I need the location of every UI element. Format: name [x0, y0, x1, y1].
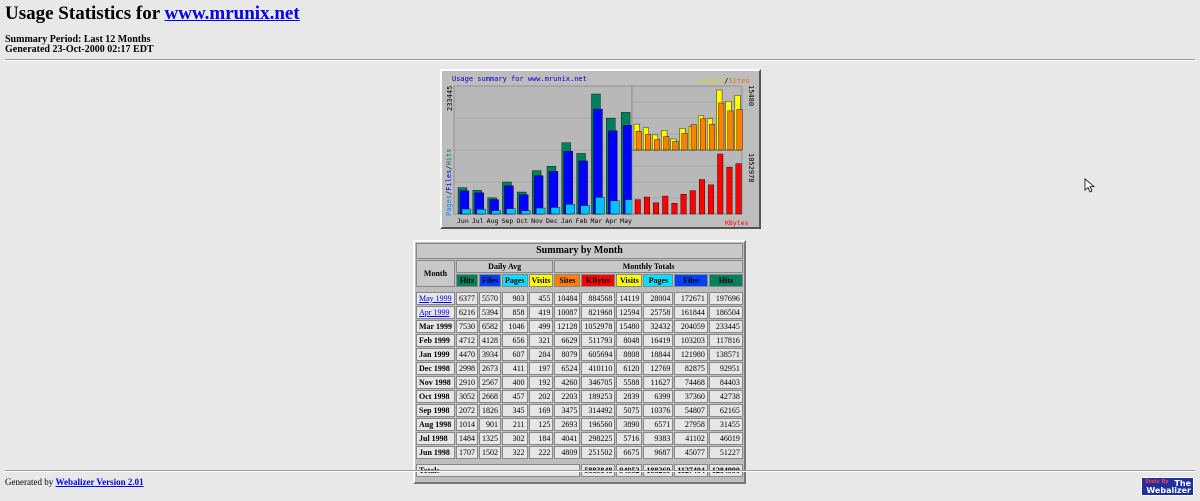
- value-cell: 103203: [674, 334, 708, 347]
- value-cell: 8048: [616, 334, 642, 347]
- value-cell: 8808: [616, 348, 642, 361]
- value-cell: 1046: [502, 320, 528, 333]
- webalizer-link[interactable]: Webalizer Version 2.01: [55, 477, 144, 487]
- monthly-col-sites: Sites: [554, 274, 580, 287]
- value-cell: 4128: [479, 334, 501, 347]
- value-cell: 2668: [479, 390, 501, 403]
- value-cell: 25758: [643, 306, 673, 319]
- value-cell: 3475: [554, 404, 580, 417]
- bar-kbytes: [708, 185, 714, 214]
- daily-col-files: Files: [479, 274, 501, 287]
- bar-kbytes: [644, 197, 650, 214]
- month-cell: Jan 1999: [416, 348, 455, 361]
- x-tick-label: Jan: [560, 217, 573, 225]
- value-cell: 5394: [479, 306, 501, 319]
- value-cell: 125: [529, 418, 554, 431]
- value-cell: 1826: [479, 404, 501, 417]
- bar-sites: [728, 111, 734, 150]
- usage-graph-svg: [442, 71, 759, 227]
- value-cell: 5588: [616, 376, 642, 389]
- x-tick-label: Nov: [531, 217, 543, 225]
- value-cell: 2910: [456, 376, 478, 389]
- value-cell: 1502: [479, 446, 501, 459]
- value-cell: 186504: [709, 306, 743, 319]
- value-cell: 169: [529, 404, 554, 417]
- bar-kbytes: [736, 164, 742, 214]
- value-cell: 605694: [581, 348, 615, 361]
- monthly-col-pages: Pages: [643, 274, 673, 287]
- value-cell: 62165: [709, 404, 743, 417]
- value-cell: 28004: [643, 292, 673, 305]
- value-cell: 6524: [554, 362, 580, 375]
- x-tick-label: Sep: [501, 217, 514, 225]
- value-cell: 172671: [674, 292, 708, 305]
- value-cell: 6571: [643, 418, 673, 431]
- bar-pages: [581, 206, 590, 214]
- value-cell: 8079: [554, 348, 580, 361]
- monthly-col-hits: Hits: [709, 274, 743, 287]
- bar-sites: [664, 137, 670, 150]
- value-cell: 5075: [616, 404, 642, 417]
- table-row: [416, 446, 743, 459]
- daily-col-hits: Hits: [456, 274, 478, 287]
- table-row: [416, 376, 743, 389]
- bar-pages: [462, 209, 471, 214]
- bar-kbytes: [681, 194, 687, 214]
- bar-kbytes: [663, 196, 669, 214]
- month-cell: Aug 1998: [416, 418, 455, 431]
- value-cell: 656: [502, 334, 528, 347]
- value-cell: 14119: [616, 292, 642, 305]
- bar-sites: [654, 140, 660, 150]
- bar-sites: [709, 124, 715, 150]
- value-cell: 46019: [709, 432, 743, 445]
- value-cell: 31455: [709, 418, 743, 431]
- value-cell: 233445: [709, 320, 743, 333]
- footer-text: Generated by: [5, 477, 56, 487]
- bar-pages: [507, 209, 516, 214]
- value-cell: 2567: [479, 376, 501, 389]
- bar-kbytes: [699, 179, 705, 214]
- x-tick-label: Apr: [605, 217, 618, 225]
- value-cell: 1325: [479, 432, 501, 445]
- value-cell: 298225: [581, 432, 615, 445]
- value-cell: 284: [529, 348, 554, 361]
- total-cell: 94952: [616, 464, 642, 477]
- month-header: Month: [416, 260, 455, 287]
- value-cell: 82875: [674, 362, 708, 375]
- value-cell: 400: [502, 376, 528, 389]
- total-cell: 1127404: [674, 464, 708, 477]
- month-cell: Dec 1998: [416, 362, 455, 375]
- value-cell: 1014: [456, 418, 478, 431]
- generated-date: Generated 23-Oct-2000 02:17 EDT: [5, 44, 154, 55]
- right-top-max-label: 15480: [747, 85, 755, 107]
- value-cell: 42738: [709, 390, 743, 403]
- month-cell[interactable]: [416, 292, 455, 305]
- value-cell: 84403: [709, 376, 743, 389]
- graph-title: Usage summary for www.mrunix.net: [452, 75, 587, 83]
- table-row: [416, 404, 743, 417]
- table-row: [416, 432, 743, 445]
- value-cell: 18844: [643, 348, 673, 361]
- bar-kbytes: [690, 191, 696, 214]
- value-cell: 6216: [456, 306, 478, 319]
- table-row: [416, 292, 743, 305]
- value-cell: 12128: [554, 320, 580, 333]
- value-cell: 6629: [554, 334, 580, 347]
- bar-sites: [700, 119, 706, 150]
- summary-info: [5, 35, 154, 55]
- value-cell: 12769: [643, 362, 673, 375]
- month-cell[interactable]: [416, 306, 455, 319]
- totals-label: Totals: [416, 464, 580, 477]
- badge-webalizer: Webalizer: [1146, 486, 1191, 495]
- value-cell: 6675: [616, 446, 642, 459]
- bar-kbytes: [727, 167, 733, 214]
- daily-avg-header: Daily Avg: [456, 260, 553, 273]
- table-row: [416, 390, 743, 403]
- value-cell: 419: [529, 306, 554, 319]
- value-cell: 6377: [456, 292, 478, 305]
- value-cell: 4260: [554, 376, 580, 389]
- monthly-col-files: Files: [674, 274, 708, 287]
- value-cell: 4041: [554, 432, 580, 445]
- value-cell: 41102: [674, 432, 708, 445]
- bar-sites: [719, 103, 725, 150]
- right-bottom-max-label: 1052978: [747, 153, 755, 183]
- bar-pages: [492, 211, 501, 214]
- value-cell: 12594: [616, 306, 642, 319]
- bar-pages: [477, 209, 486, 214]
- site-link[interactable]: www.mrunix.net: [164, 3, 300, 24]
- table-row: [416, 320, 743, 333]
- value-cell: 92951: [709, 362, 743, 375]
- table-row: [416, 362, 743, 375]
- bar-sites: [682, 133, 688, 150]
- bar-sites: [737, 109, 743, 150]
- value-cell: 11627: [643, 376, 673, 389]
- value-cell: 197: [529, 362, 554, 375]
- value-cell: 32432: [643, 320, 673, 333]
- value-cell: 4712: [456, 334, 478, 347]
- value-cell: 16419: [643, 334, 673, 347]
- value-cell: 1052978: [581, 320, 615, 333]
- month-cell: Nov 1998: [416, 376, 455, 389]
- value-cell: 2693: [554, 418, 580, 431]
- month-cell: Oct 1998: [416, 390, 455, 403]
- x-tick-label: Jul: [471, 217, 484, 225]
- value-cell: 884568: [581, 292, 615, 305]
- value-cell: 15480: [616, 320, 642, 333]
- bar-kbytes: [718, 154, 724, 214]
- summary-period: Summary Period: Last 12 Months: [5, 34, 151, 45]
- table-row: [416, 306, 743, 319]
- x-tick-label: Mar: [590, 217, 603, 225]
- value-cell: 204059: [674, 320, 708, 333]
- value-cell: 5716: [616, 432, 642, 445]
- kbytes-label: KBytes: [725, 219, 749, 227]
- value-cell: 184: [529, 432, 554, 445]
- monthly-col-kbytes: KBytes: [581, 274, 615, 287]
- value-cell: 302: [502, 432, 528, 445]
- month-cell: Feb 1999: [416, 334, 455, 347]
- x-tick-label: Jun: [457, 217, 469, 225]
- value-cell: 2072: [456, 404, 478, 417]
- value-cell: 1484: [456, 432, 478, 445]
- page-title: [5, 3, 300, 25]
- bar-pages: [536, 208, 545, 214]
- value-cell: 192: [529, 376, 554, 389]
- value-cell: 6399: [643, 390, 673, 403]
- bar-kbytes: [653, 203, 659, 214]
- table-caption: Summary by Month: [416, 243, 743, 259]
- total-cell: 5883848: [581, 464, 615, 477]
- month-cell: Jul 1998: [416, 432, 455, 445]
- x-tick-label: Oct: [516, 217, 529, 225]
- value-cell: 1707: [456, 446, 478, 459]
- badge-the: The: [1174, 479, 1191, 488]
- left-legend: Pages/Files/Hits: [445, 148, 453, 216]
- value-cell: 9687: [643, 446, 673, 459]
- bar-sites: [636, 131, 642, 150]
- table-row: [416, 418, 743, 431]
- column-headers: [416, 274, 743, 287]
- bar-sites: [645, 134, 651, 150]
- value-cell: 4470: [456, 348, 478, 361]
- daily-col-pages: Pages: [502, 274, 528, 287]
- value-cell: 2203: [554, 390, 580, 403]
- value-cell: 197696: [709, 292, 743, 305]
- value-cell: 37360: [674, 390, 708, 403]
- value-cell: 202: [529, 390, 554, 403]
- value-cell: 901: [479, 418, 501, 431]
- bar-pages: [566, 204, 575, 214]
- bottom-divider: [5, 470, 1195, 472]
- value-cell: 45077: [674, 446, 708, 459]
- bar-pages: [610, 201, 619, 214]
- value-cell: 196560: [581, 418, 615, 431]
- x-tick-label: Aug: [486, 217, 499, 225]
- total-cell: 188269: [643, 464, 673, 477]
- value-cell: 345: [502, 404, 528, 417]
- monthly-col-visits: Visits: [616, 274, 642, 287]
- usage-summary-graph: [440, 69, 761, 229]
- value-cell: 2673: [479, 362, 501, 375]
- webalizer-badge[interactable]: [1141, 477, 1194, 496]
- page-title-text: Usage Statistics for: [5, 3, 165, 24]
- value-cell: 607: [502, 348, 528, 361]
- value-cell: 903: [502, 292, 528, 305]
- value-cell: 3934: [479, 348, 501, 361]
- value-cell: 10087: [554, 306, 580, 319]
- badge-stats-by: Stats By: [1145, 479, 1169, 485]
- daily-col-visits: Visits: [529, 274, 554, 287]
- value-cell: 3890: [616, 418, 642, 431]
- value-cell: 74468: [674, 376, 708, 389]
- value-cell: 251502: [581, 446, 615, 459]
- mouse-cursor-icon: [1084, 178, 1096, 194]
- top-divider: [5, 59, 1195, 61]
- value-cell: 821968: [581, 306, 615, 319]
- value-cell: 222: [529, 446, 554, 459]
- value-cell: 410110: [581, 362, 615, 375]
- value-cell: 5570: [479, 292, 501, 305]
- bar-pages: [551, 207, 560, 214]
- value-cell: 511793: [581, 334, 615, 347]
- table-row: [416, 334, 743, 347]
- value-cell: 161844: [674, 306, 708, 319]
- bar-pages: [596, 197, 605, 214]
- value-cell: 138571: [709, 348, 743, 361]
- footer: [5, 477, 144, 487]
- value-cell: 27958: [674, 418, 708, 431]
- summary-table: [413, 240, 746, 484]
- value-cell: 346705: [581, 376, 615, 389]
- monthly-totals-header: Monthly Totals: [554, 260, 743, 273]
- value-cell: 411: [502, 362, 528, 375]
- month-cell: Mar 1999: [416, 320, 455, 333]
- month-link[interactable]: May 1999: [419, 293, 452, 303]
- value-cell: 7530: [456, 320, 478, 333]
- value-cell: 51227: [709, 446, 743, 459]
- value-cell: 314492: [581, 404, 615, 417]
- value-cell: 10376: [643, 404, 673, 417]
- month-cell: Jun 1998: [416, 446, 455, 459]
- value-cell: 6582: [479, 320, 501, 333]
- right-legend: Visits/Sites: [699, 77, 750, 85]
- value-cell: 858: [502, 306, 528, 319]
- value-cell: 322: [502, 446, 528, 459]
- left-max-label: 233445: [446, 85, 454, 111]
- value-cell: 499: [529, 320, 554, 333]
- value-cell: 54807: [674, 404, 708, 417]
- bar-sites: [691, 125, 697, 150]
- value-cell: 117816: [709, 334, 743, 347]
- bar-pages: [521, 211, 530, 214]
- value-cell: 457: [502, 390, 528, 403]
- x-tick-label: Feb: [575, 217, 588, 225]
- value-cell: 121980: [674, 348, 708, 361]
- bar-kbytes: [635, 200, 641, 214]
- value-cell: 189253: [581, 390, 615, 403]
- value-cell: 4809: [554, 446, 580, 459]
- month-link[interactable]: Apr 1999: [419, 307, 450, 317]
- table-row: [416, 348, 743, 361]
- value-cell: 321: [529, 334, 554, 347]
- value-cell: 2998: [456, 362, 478, 375]
- value-cell: 3052: [456, 390, 478, 403]
- value-cell: 2839: [616, 390, 642, 403]
- value-cell: 455: [529, 292, 554, 305]
- value-cell: 6120: [616, 362, 642, 375]
- total-cell: 1284990: [709, 464, 743, 477]
- value-cell: 9383: [643, 432, 673, 445]
- month-cell: Sep 1998: [416, 404, 455, 417]
- value-cell: 10484: [554, 292, 580, 305]
- value-cell: 211: [502, 418, 528, 431]
- bar-sites: [673, 141, 679, 150]
- x-tick-label: Dec: [546, 217, 558, 225]
- x-tick-label: May: [620, 217, 632, 225]
- bar-kbytes: [672, 203, 678, 214]
